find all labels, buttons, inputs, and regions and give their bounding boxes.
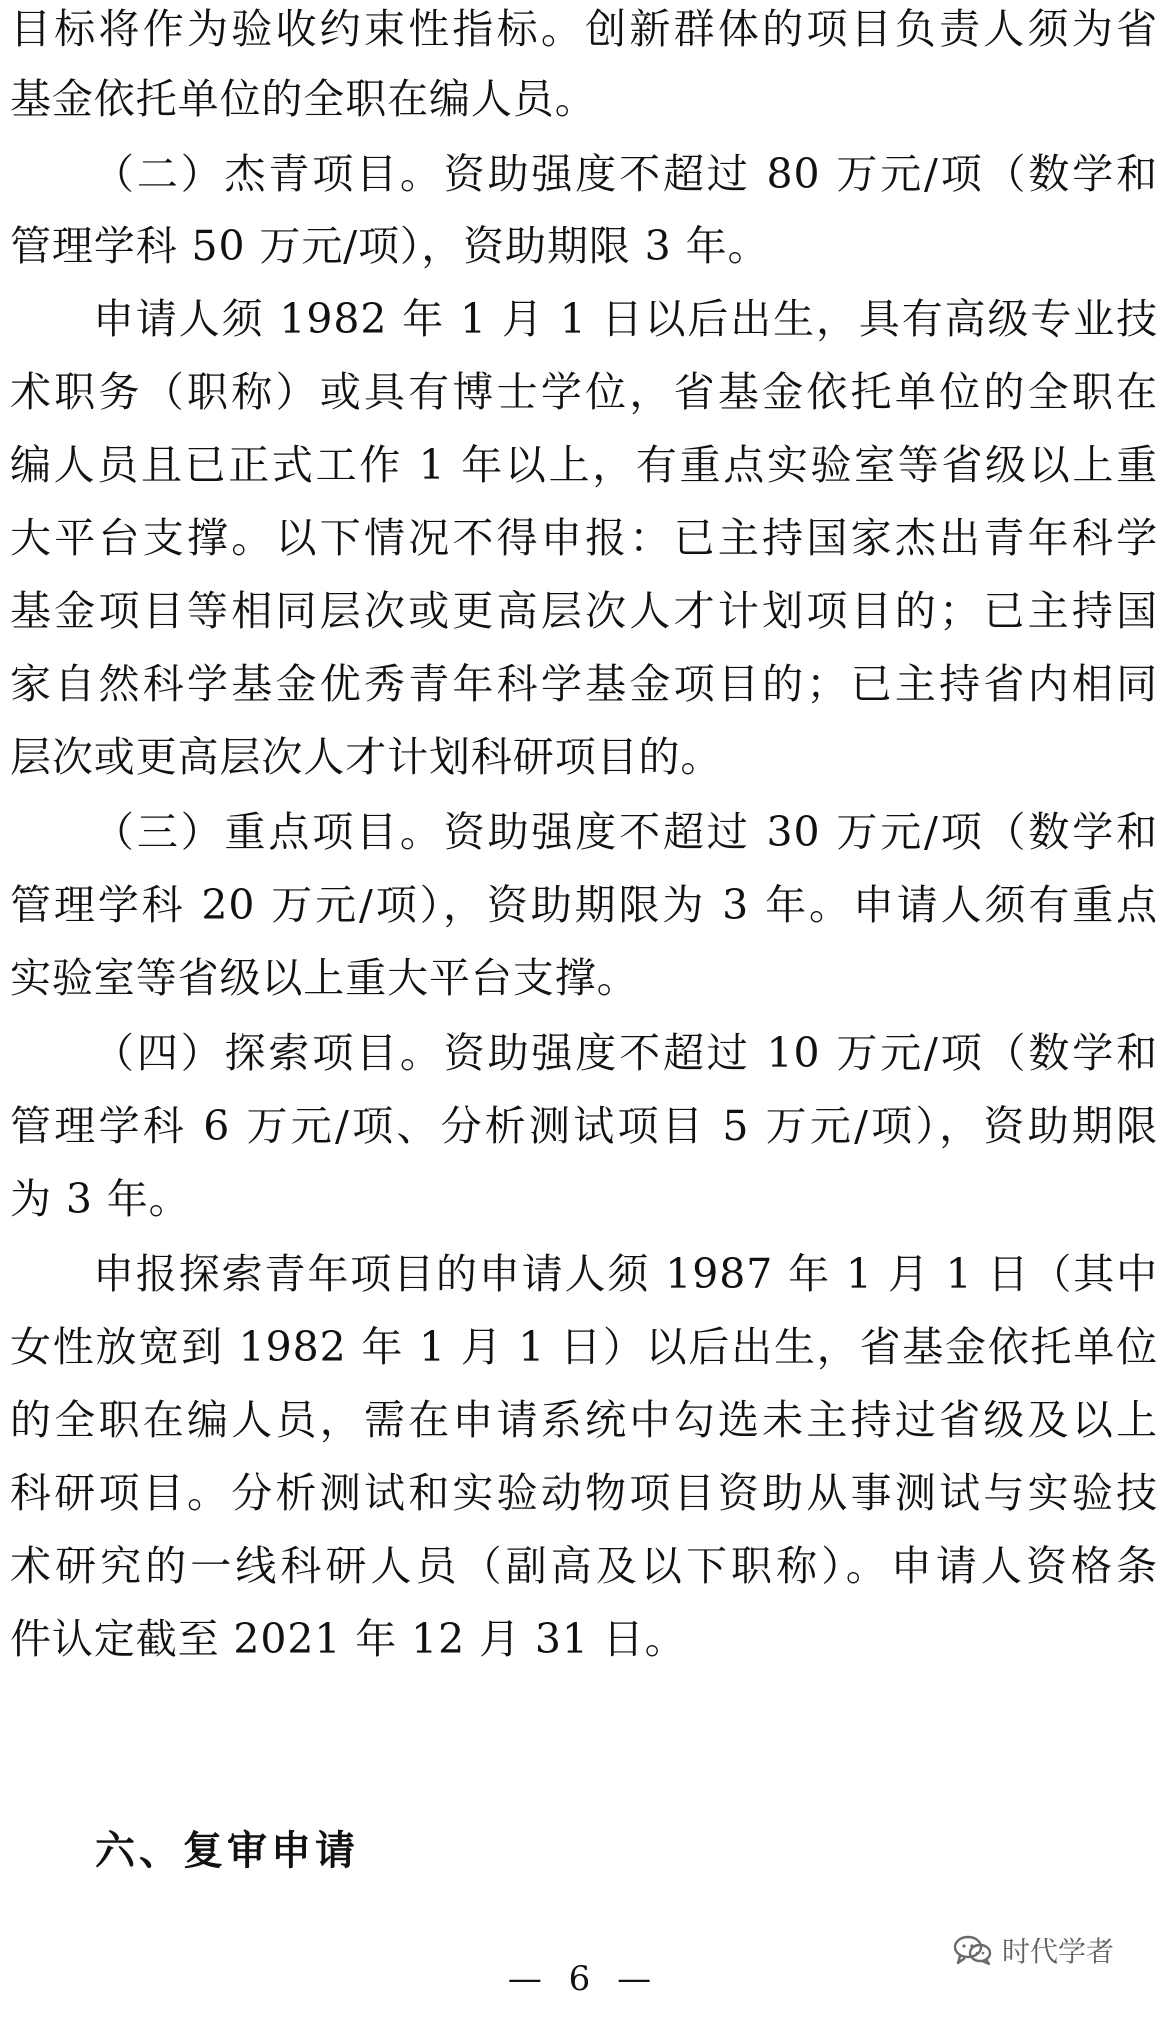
- paragraph-line: 术职务（职称）或具有博士学位，省基金依托单位的全职在: [10, 368, 1158, 416]
- paragraph-line: 为 3 年。: [10, 1175, 191, 1223]
- paragraph-line: 目标将作为验收约束性指标。创新群体的项目负责人须为省: [10, 5, 1158, 53]
- paragraph-line: 术研究的一线科研人员（副高及以下职称）。申请人资格条: [10, 1542, 1158, 1590]
- paragraph-line: 件认定截至 2021 年 12 月 31 日。: [10, 1615, 687, 1663]
- paragraph-line: 科研项目。分析测试和实验动物项目资助从事测试与实验技: [10, 1469, 1158, 1517]
- paragraph-line: 管理学科 20 万元/项），资助期限为 3 年。申请人须有重点: [10, 881, 1158, 929]
- paragraph-line: 基金依托单位的全职在编人员。: [10, 75, 597, 123]
- paragraph-line: 的全职在编人员，需在申请系统中勾选未主持过省级及以上: [10, 1396, 1158, 1444]
- paragraph-line: 编人员且已正式工作 1 年以上，有重点实验室等省级以上重: [10, 441, 1158, 489]
- page-number: — 6 —: [507, 1959, 660, 1999]
- paragraph-line: 基金项目等相同层次或更高层次人才计划项目的；已主持国: [10, 587, 1158, 635]
- paragraph-line: 管理学科 6 万元/项、分析测试项目 5 万元/项），资助期限: [10, 1102, 1158, 1150]
- paragraph-line: 申报探索青年项目的申请人须 1987 年 1 月 1 日（其中: [93, 1250, 1158, 1298]
- paragraph-line: 申请人须 1982 年 1 月 1 日以后出生，具有高级专业技: [93, 295, 1158, 343]
- section-heading: 六、复审申请: [95, 1828, 359, 1874]
- paragraph-line: 管理学科 50 万元/项），资助期限 3 年。: [10, 222, 770, 270]
- paragraph-line: 女性放宽到 1982 年 1 月 1 日）以后出生，省基金依托单位: [10, 1323, 1158, 1371]
- paragraph-line: （四）探索项目。资助强度不超过 10 万元/项（数学和: [93, 1029, 1158, 1077]
- paragraph-line: （二）杰青项目。资助强度不超过 80 万元/项（数学和: [93, 150, 1158, 198]
- paragraph-line: 家自然科学基金优秀青年科学基金项目的；已主持省内相同: [10, 660, 1158, 708]
- paragraph-line: 层次或更高层次人才计划科研项目的。: [10, 733, 723, 781]
- paragraph-line: （三）重点项目。资助强度不超过 30 万元/项（数学和: [93, 808, 1158, 856]
- paragraph-line: 大平台支撑。以下情况不得申报：已主持国家杰出青年科学: [10, 514, 1158, 562]
- watermark-label: 时代学者: [1002, 1935, 1115, 1968]
- paragraph-line: 实验室等省级以上重大平台支撑。: [10, 954, 639, 1002]
